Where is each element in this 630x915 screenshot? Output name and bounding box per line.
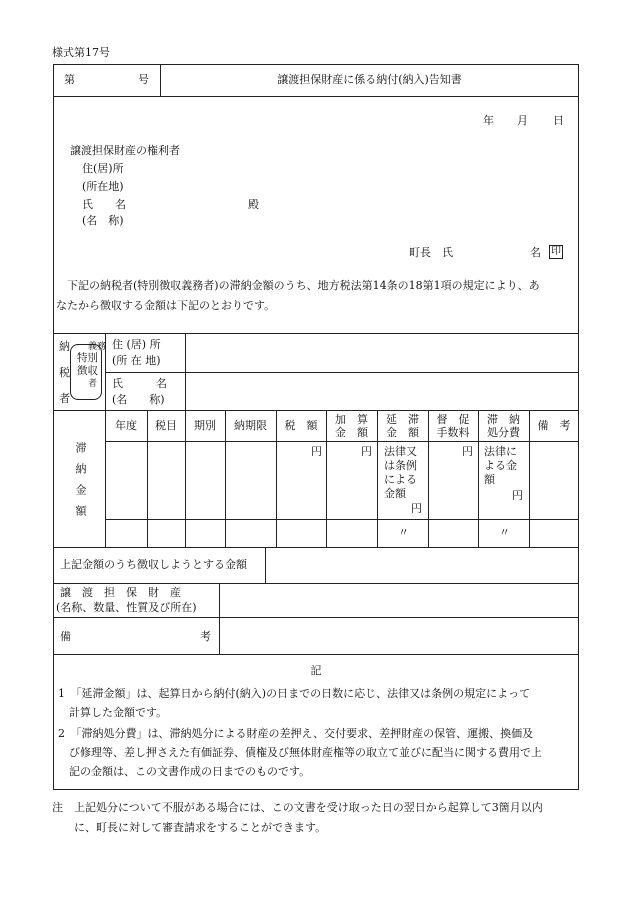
intro-line2: なたから徴収する金額は下記のとおりです。 [56, 299, 276, 312]
late-fee-note-3: による [384, 473, 417, 486]
divider [219, 583, 220, 654]
form-number: 様式第17号 [52, 46, 110, 59]
taxpayer-outer-bottom: 者 [59, 392, 70, 405]
late-fee-note-4: 金額 [384, 487, 406, 500]
taxpayer-inner4: 者 [88, 379, 98, 389]
disposition-note-2: よる金 [484, 459, 517, 472]
col-header-tax-item: 税目 [155, 419, 177, 432]
disposition-note-1: 法律に [484, 445, 517, 458]
date-month: 月 [517, 114, 528, 127]
issuer-name-suffix: 名 [530, 246, 541, 259]
arrears-side-label: 滞納金額 [74, 442, 87, 526]
note1-line1: 1 「延滞金額」は、起算日から納付(納入)の日までの日数に応じ、法律又は条例の規定によって [58, 687, 531, 700]
col-header-period: 期別 [194, 419, 216, 432]
yen-surcharge: 円 [361, 445, 372, 458]
col-header-due-date: 納期限 [234, 419, 267, 432]
yen-disposition: 円 [512, 489, 523, 502]
ditto-late-fee: 〃 [398, 526, 409, 539]
divider [53, 333, 579, 334]
late-fee-note-1: 法律又 [384, 445, 417, 458]
note2-line3: 記の金額は、この文書作成の日までのものです。 [58, 765, 311, 778]
late-fee-note-2: は条例 [384, 459, 417, 472]
date-year: 年 [483, 114, 494, 127]
col-header-demand-fee-2: 手数料 [436, 426, 470, 439]
divider [53, 583, 579, 584]
note2-line2: び修理等、差し押さえた有価証券、債権及び無体財産権等の取立て並びに配当に関する費用で上 [58, 746, 542, 759]
number-label: 第 [64, 73, 75, 86]
col-header-year: 年度 [115, 419, 137, 432]
document-title: 譲渡担保財産に係る納付(納入)告知書 [277, 73, 462, 86]
col-header-tax-amount: 税 額 [284, 419, 318, 432]
taxpayer-inner2: 徴収 [77, 365, 98, 377]
recipient-honorific: 殿 [248, 198, 259, 211]
divider [53, 654, 579, 655]
taxpayer-title-label: (名 称) [112, 393, 165, 406]
divider [265, 547, 266, 583]
col-header-surcharge-1: 加 算 [335, 413, 368, 426]
divider [105, 519, 579, 520]
taxpayer-outer-mid: 税 [59, 366, 70, 379]
property-label-2: (名称、数量、性質及び所在) [56, 601, 197, 614]
note2-line1: 2 「滞納処分費」は、滞納処分による財産の差押え、交付要求、差押財産の保管、運搬、換価及 [58, 727, 534, 740]
recipient-location: (所在地) [82, 180, 124, 193]
collect-amount-label: 上記金額のうち徴収しようとする金額 [60, 558, 247, 571]
col-header-surcharge-2: 金 額 [335, 426, 368, 439]
ditto-disposition: 〃 [499, 526, 510, 539]
number-suffix: 号 [138, 73, 149, 86]
col-header-remarks: 備 考 [537, 419, 571, 432]
col-header-disposition-1: 滞 納 [487, 413, 520, 426]
recipient-heading: 譲渡担保財産の権利者 [70, 144, 180, 157]
col-header-late-fee-1: 延 滞 [386, 413, 419, 426]
recipient-name-label: 氏 名 [82, 198, 126, 211]
recipient-title-label: (名 称) [82, 214, 124, 227]
divider [105, 441, 579, 442]
footnote-line2: に、町長に対して審査請求をすることができます。 [52, 821, 327, 834]
taxpayer-location-label: (所 在 地) [112, 354, 161, 367]
note1-line2: 計算した金額です。 [58, 706, 168, 719]
divider [53, 547, 579, 548]
taxpayer-inner1: 特別 [77, 352, 98, 364]
yen-demand: 円 [462, 445, 473, 458]
col-header-late-fee-2: 金 額 [386, 426, 419, 439]
divider [185, 333, 186, 410]
divider [53, 617, 579, 618]
col-header-demand-fee-1: 督 促 [436, 413, 470, 426]
issuer-label: 町長 氏 [409, 246, 453, 259]
seal-mark: 印 [551, 246, 561, 257]
date-day: 日 [553, 114, 564, 127]
col-header-disposition-2: 処分費 [487, 426, 520, 439]
recipient-address: 住(居)所 [82, 162, 124, 175]
remarks-label-right: 考 [200, 630, 211, 643]
footnote-line1: 注 上記処分について不服がある場合には、この文書を受け取った日の翌日から起算して3箇月以内 [52, 801, 543, 814]
disposition-note-3: 額 [484, 473, 495, 486]
yen-late-fee: 円 [411, 502, 422, 515]
taxpayer-outer-top: 納 [59, 340, 70, 353]
property-label-1: 譲 渡 担 保 財 産 [60, 586, 181, 599]
divider [53, 96, 579, 97]
intro-line1: 下記の納税者(特別徴収義務者)の滞納金額のうち、地方税法第14条の18第1項の規定により、あ [56, 279, 540, 292]
taxpayer-name-label: 氏 名 [112, 377, 167, 390]
taxpayer-inner3: 義務 [88, 342, 107, 352]
notes-heading: 記 [310, 664, 322, 677]
divider [105, 372, 579, 373]
divider [53, 410, 579, 411]
yen-tax: 円 [311, 445, 322, 458]
taxpayer-address-label: 住 (居) 所 [112, 338, 161, 351]
remarks-label-left: 備 [60, 630, 71, 643]
